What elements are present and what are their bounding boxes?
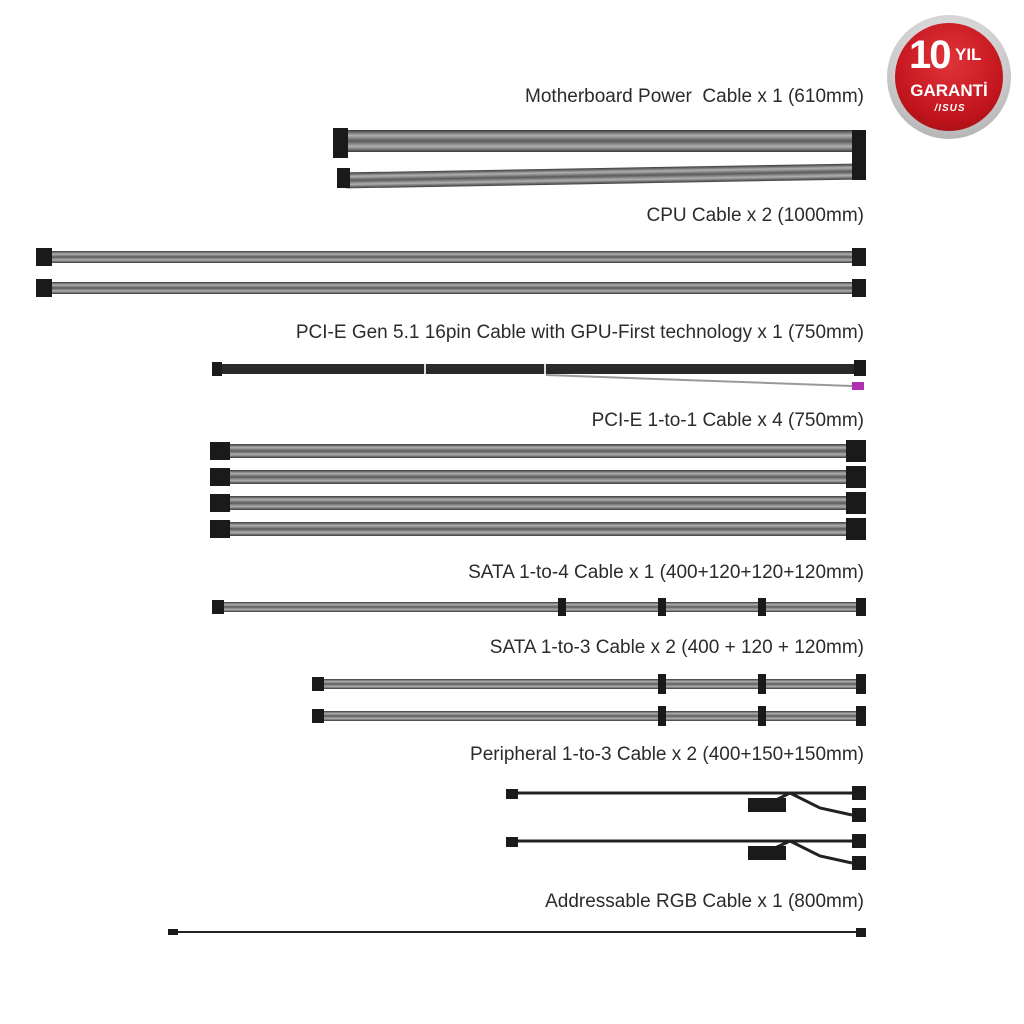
label-argb-cable: Addressable RGB Cable x 1 (800mm) <box>545 891 864 912</box>
label-pcie-1to1-cable: PCI-E 1-to-1 Cable x 4 (750mm) <box>591 410 864 431</box>
label-cpu-cable: CPU Cable x 2 (1000mm) <box>646 205 864 226</box>
label-sata-1to3-cable: SATA 1-to-3 Cable x 2 (400 + 120 + 120mm) <box>489 637 864 658</box>
brand-logo: /ISUS <box>934 103 966 114</box>
sata-1to4-cable-image <box>212 598 866 616</box>
pcie-1to1-cable-image <box>210 440 866 540</box>
motherboard-power-cable-image <box>333 128 866 188</box>
label-peripheral-cable: Peripheral 1-to-3 Cable x 2 (400+150+150mm) <box>470 744 864 765</box>
warranty-years: 10 <box>909 33 950 77</box>
warranty-badge <box>887 15 1011 139</box>
label-sata-1to4-cable: SATA 1-to-4 Cable x 1 (400+120+120+120mm) <box>468 562 864 583</box>
pcie-gen5-cable-image <box>212 360 866 390</box>
argb-cable-image <box>168 928 866 937</box>
sata-1to3-cable-image <box>312 674 866 726</box>
warranty-unit: YIL <box>955 45 982 64</box>
cpu-cable-image <box>36 248 866 297</box>
warranty-text: GARANTİ <box>910 81 988 100</box>
warranty-badge-inner <box>895 23 1003 131</box>
label-pcie-gen5-cable: PCI-E Gen 5.1 16pin Cable with GPU-First technology x 1 (750mm) <box>295 322 864 343</box>
peripheral-cable-image <box>506 786 866 870</box>
label-motherboard-cable: Motherboard Power Cable x 1 (610mm) <box>525 86 864 107</box>
